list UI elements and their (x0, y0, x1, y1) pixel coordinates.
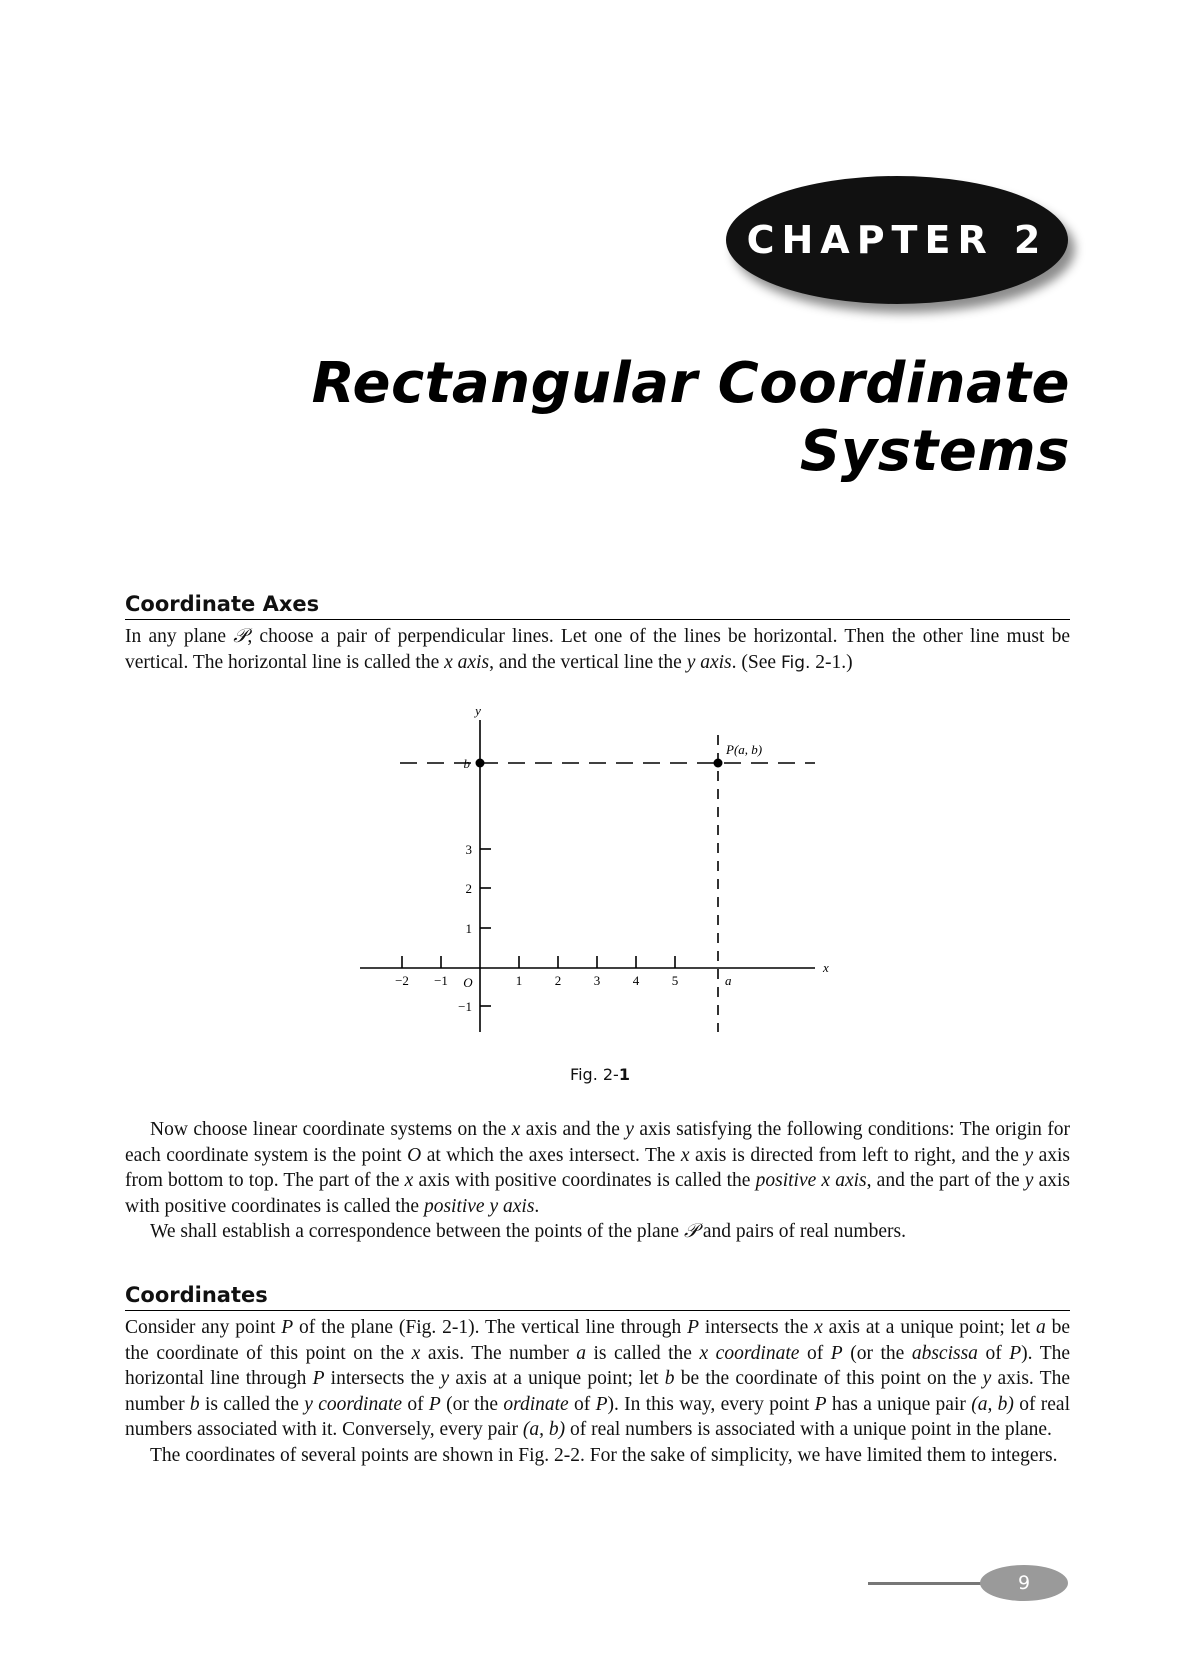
page-number: 9 (1017, 1572, 1031, 1594)
figure-caption: Fig. 2-1 (570, 1065, 630, 1084)
b-label: b (463, 756, 470, 771)
x-tick-label: −2 (395, 973, 409, 988)
paragraph-fig-2-2-reference: The coordinates of several points are shown in Fig. 2-2. For the sake of simplicity, we have limited them to integers. (150, 1444, 1058, 1466)
x-tick-label: 4 (632, 973, 640, 988)
point-P-label: P(a, b) (726, 742, 763, 757)
chapter-title-line-2: Systems (799, 419, 1070, 484)
chapter-title-line-1: Rectangular Coordinate (311, 351, 1070, 416)
y-axis-label: y (475, 703, 481, 718)
x-tick-label: 1 (515, 973, 523, 988)
figure-2-1 (350, 700, 830, 1040)
x-axis-label: x (823, 960, 829, 975)
x-tick-marks (402, 956, 675, 968)
x-tick-label: 2 (554, 973, 562, 988)
x-tick-label: −1 (434, 973, 448, 988)
chapter-title (270, 350, 1070, 486)
paragraph-coordinate-axes: In any plane 𝒫, choose a pair of perpendicular lines. Let one of the lines be horizontal. Then the other line must be vertical. The horizontal line is called the x axis, and the vertical line the y axis. (See Fig. 2-1.) (125, 626, 1070, 673)
section-heading-coordinate-axes: Coordinate Axes (125, 592, 1070, 620)
chapter-label: CHAPTER 2 (746, 218, 1048, 262)
paragraph-coordinates: Consider any point P of the plane (Fig. 2-1). The vertical line through P intersects the x axis at a unique point; let a be the coordinate of this point on the x axis. The number a is called the x coordinate of P (or the abscissa of P). The horizontal line through P intersects the y axis at a unique point; let b be the coordinate of this point on the y axis. The number b is called the y coordinate of P (or the ordinate of P). In this way, every point P has a unique pair (a, b) of real numbers associated with it. Conversely, every pair (a, b) of real numbers is associated with a unique point in the plane. The coordinates of several points are shown in Fig. 2-2. For the sake of simplicity, we have limited them to integers. (125, 1315, 1070, 1468)
y-tick-label: −1 (458, 999, 472, 1014)
y-tick-label: 3 (465, 842, 472, 857)
y-tick-marks (480, 849, 491, 1006)
point-b-on-y-axis (476, 759, 485, 768)
x-tick-label: 5 (671, 973, 679, 988)
y-tick-label: 1 (465, 921, 472, 936)
a-label: a (725, 973, 732, 988)
x-tick-label: 3 (593, 973, 601, 988)
paragraph-axes-orientation: Now choose linear coordinate systems on the x axis and the y axis satisfying the following conditions: The origin for each coordinate system is the point O at which the axes intersect. The x axis is directed from left to right, and the y axis from bottom to top. The part of the x axis with positive coordinates is called the positive x axis, and the part of the y axis with positive coordinates is called the positive y axis. We shall establish a correspondence between the points of the plane 𝒫 and pairs of real numbers. (125, 1117, 1070, 1245)
section-heading-coordinates: Coordinates (125, 1283, 1070, 1311)
origin-label: O (463, 975, 473, 990)
y-tick-label: 2 (465, 881, 472, 896)
point-P (714, 759, 723, 768)
page-number-rule (868, 1582, 992, 1585)
paragraph-correspondence: We shall establish a correspondence between the points of the plane 𝒫 and pairs of real numbers. (150, 1221, 906, 1242)
